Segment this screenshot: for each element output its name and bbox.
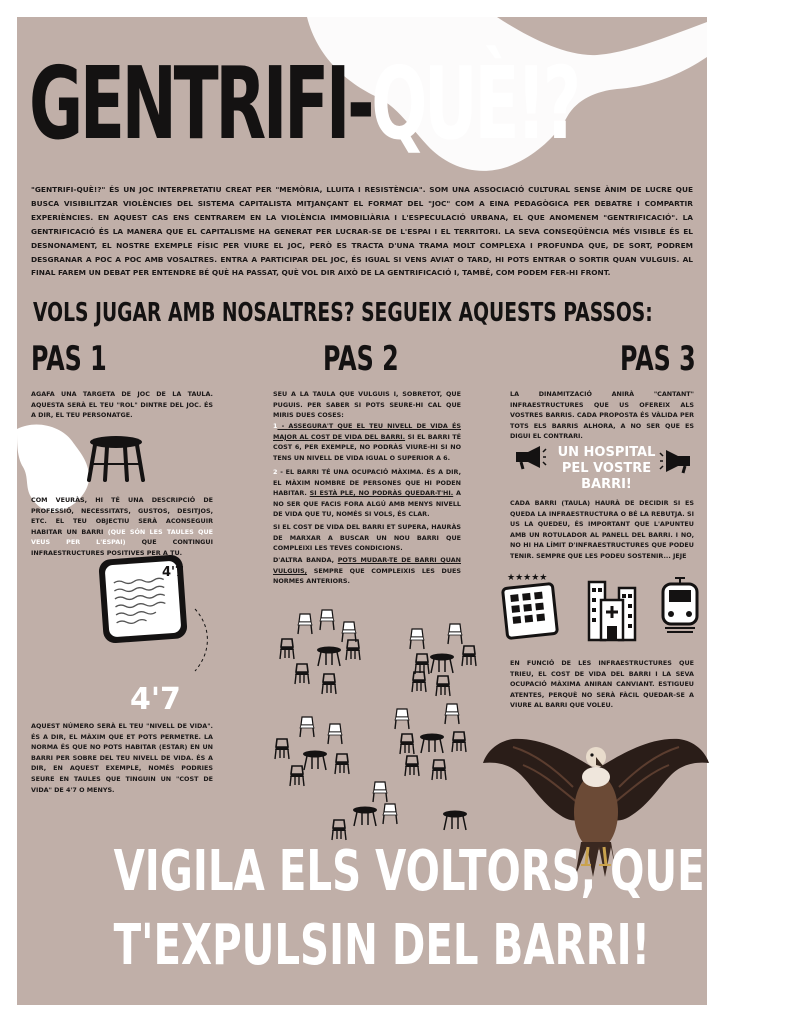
step2-rule-1a: - ASSEGURA'T QUE EL TEU NIVELL DE VIDA ÉS MAJOR AL COST DE VIDA DEL BARRI. <box>273 422 461 441</box>
step1-text-3: AQUEST NÚMERO SERÀ EL TEU "NIVELL DE VIDA". ÉS A DIR, EL MÀXIM QUE ET POTS PERMETRE. LA NORMA ÉS QUE NO POTS HABITAR (ESTAR) EN UN BARRI PER SOBRE DEL TEU NIVELL DE VIDA. ÉS A DIR, EN AQUEST EXEMPLE, NOMÉS PODRIES SEURE EN TAULES QUE TINGUIN UN "COST DE VIDA" DE 4'7 O MENYS. <box>31 722 213 794</box>
title-part2: QUÈ!? <box>371 45 578 162</box>
step2-rule-2c: A NO SER QUE FACIS FORA ALGÚ AMB MENYS NIVELL DE VIDA QUE TU, NOMÉS SI VOLS, ÉS CLAR. <box>273 489 462 519</box>
infrastructure-icons <box>501 570 701 650</box>
steps-subtitle: VOLS JUGAR AMB NOSALTRES? SEGUEIX AQUESTS PASSOS: <box>33 298 653 328</box>
step2-rule-1-num: 1 <box>273 422 278 430</box>
step3-text-2: CADA BARRI (TAULA) HAURÀ DE DECIDIR SI ES QUEDA LA INFRAESTRUCTURA O BÉ LA REBUTJA. SI US LA QUEDEU, ÉS IMPORTANT QUE L'APUNTEU AMB UN ROTULADOR AL PANELL DEL BARRI. I NO, NO HI HA LÍMIT D'INFRAESTRUCTURES QUE PODEU TENIR. SEMPRE QUE LES PODEU SOSTENIR... JEJE <box>510 499 694 560</box>
step2-text-4a: D'ALTRA BANDA, <box>273 556 338 564</box>
train-icon <box>663 578 697 632</box>
step2-text-3: SI EL COST DE VIDA DEL BARRI ET SUPERA, HAURÀS DE MARXAR A BUSCAR UN NOU BARRI QUE COMPLEIXI LES TEVES CONDICIONS. <box>273 523 461 553</box>
title-part1: GENTRIFI- <box>29 45 372 162</box>
life-level-value: 4'7 <box>130 682 181 717</box>
step3-heading: PAS 3 <box>620 339 696 379</box>
footer-line-2: T'EXPULSIN DEL BARRI! <box>113 913 651 978</box>
megaphone-right-icon <box>660 448 694 474</box>
step2-text-4b: POTS MUDAR-TE DE BARRI QUAN VULGUIS, <box>273 556 461 575</box>
step1-text-2b: (QUE SÓN LES TAULES QUE VEUS PER L'ESPAI) <box>31 527 213 547</box>
page-title <box>29 39 578 169</box>
step2-rule-2-num: 2 <box>273 468 278 476</box>
poster <box>17 17 787 1005</box>
card-icon <box>95 549 215 679</box>
hotel-icon <box>503 573 558 638</box>
step2-rule-1b: SI EL BARRI TÉ COST 6, PER EXEMPLE, NO PODRÀS VIURE-HI SI NO TENS UN NIVELL DE VIDA IGUAL O SUPERIOR A 6. <box>273 432 461 462</box>
callout-text: UN HOSPITAL PEL VOSTRE BARRI! <box>557 445 656 492</box>
step1-text-1: AGAFA UNA TARGETA DE JOC DE LA TAULA. AQUESTA SERÀ EL TEU "ROL" DINTRE DEL JOC. ÉS A DIR, EL TEU PERSONATGE. <box>31 390 213 420</box>
step2-text-4 <box>273 555 461 587</box>
card-value: 4'7 <box>162 565 185 580</box>
step2-rule-1 <box>273 421 461 463</box>
intro-paragraph: "GENTRIFI-QUÈ!?" ÉS UN JOC INTERPRETATIU CREAT PER "MEMÒRIA, LLUITA I RESISTÈNCIA". SOM UNA ASSOCIACIÓ CULTURAL SENSE ÀNIM DE LUCRE QUE BUSCA VISIBILITZAR VIOLÈNCIES DEL SISTEMA CAPITALISTA MITJANÇANT EL FORMAT DEL "JOC" COM A EINA PEDAGÒGICA PER DEBATRE I COMPARTIR EXPERIÈNCIES. EN AQUEST CAS ENS CENTRAREM EN LA VIOLÈNCIA IMMOBILIÀRIA I L'ESPECULACIÓ URBANA, EL QUE ANOMENEM "GENTRIFICACIÓ". LA GENTRIFICACIÓ ÉS LA MANERA QUE EL CAPITALISME HA GENERAT PER LUCRAR-SE DE L'ESPAI I EL TERRITORI. LA SEVA CONSEQÜÈNCIA MÉS VISIBLE ÉS EL DESNONAMENT, EL NOSTRE EXEMPLE FÍSIC PER VIURE EL JOC, PERÒ ES TRACTA D'UNA TRAMA MOLT COMPLEXA I PROFUNDA QUE, DE SORT, PODREM DESGRANAR A POC A POC AMB VOSALTRES. ENTRA A PARTICIPAR DEL JOC, ÉS IGUAL SI VENS AVIAT O TARD, HI POTS ENTRAR O SORTIR QUAN VULGUIS. AL FINAL FAREM UN DEBAT PER ENTENDRE BÉ QUÈ HA PASSAT, QUÈ VOL DIR AIXÒ DE LA GENTRIFICACIÓ I, TAMBÉ, COM PODEM FER-HI FRONT. <box>31 185 693 278</box>
footer-line-1: VIGILA ELS VOLTORS, QUE NO <box>113 839 787 904</box>
step2-rule-2 <box>273 467 461 520</box>
step2-text-4c: SEMPRE QUE COMPLEIXIS LES DUES NORMES ANTERIORS. <box>273 566 461 586</box>
step2-text-1: SEU A LA TAULA QUE VULGUIS I, SOBRETOT, QUE PUGUIS. PER SABER SI POTS SEURE-HI CAL QUE MIRIS DUES COSES: <box>273 390 461 420</box>
step1-text-2a: COM VEURÀS, HI TÉ UNA DESCRIPCIÓ DE PROFESSIÓ, NECESSITATS, GUSTOS, DESITJOS, ETC. EL TEU OBJECTIU SERÀ ACONSEGUIR HABITAR UN BARRI <box>31 496 213 536</box>
step2-rule-2b: SI ESTÀ PLE, NO PODRÀS QUEDAR-T'HI. <box>309 489 454 498</box>
tables-and-chairs-illustration <box>247 592 477 842</box>
hospital-icon <box>589 582 635 640</box>
megaphone-left-icon <box>512 444 546 470</box>
step3-text-1: LA DINAMITZACIÓ ANIRÀ "CANTANT" INFRAESTRUCTURES QUE US OFEREIX ALS VOSTRES BARRIS. CADA PROPOSTA ÉS VÀLIDA PER TOTS ELS BARRIS ALHORA, A NO SER QUE ES DIGUI EL CONTRARI. <box>510 390 694 441</box>
step1-text-2c: QUE CONTINGUI INFRAESTRUCTURES POSITIVES PER A TU. <box>31 538 213 557</box>
infrastructure-callout <box>509 442 694 492</box>
svg-text:★★★★★: ★★★★★ <box>507 573 548 583</box>
step3-text-3: EN FUNCIÓ DE LES INFRAESTRUCTURES QUE TRIEU, EL COST DE VIDA DEL BARRI I LA SEVA OCUPACIÓ MÀXIMA ANIRAN CANVIANT. ESTIGUEU ATENTES, PERQUÈ NO SERÀ FÀCIL QUEDAR-SE A VIURE AL BARRI QUE VOLEU. <box>510 659 694 710</box>
stool-icon <box>87 434 145 482</box>
step2-heading: PAS 2 <box>323 339 399 379</box>
step1-heading: PAS 1 <box>31 339 107 379</box>
footer-slogan <box>17 835 787 983</box>
step2-rule-2a: - EL BARRI TÉ UNA OCUPACIÓ MÀXIMA. ÉS A DIR, EL MÀXIM NOMBRE DE PERSONES QUE HI PODEN HABITAR. <box>273 468 461 498</box>
